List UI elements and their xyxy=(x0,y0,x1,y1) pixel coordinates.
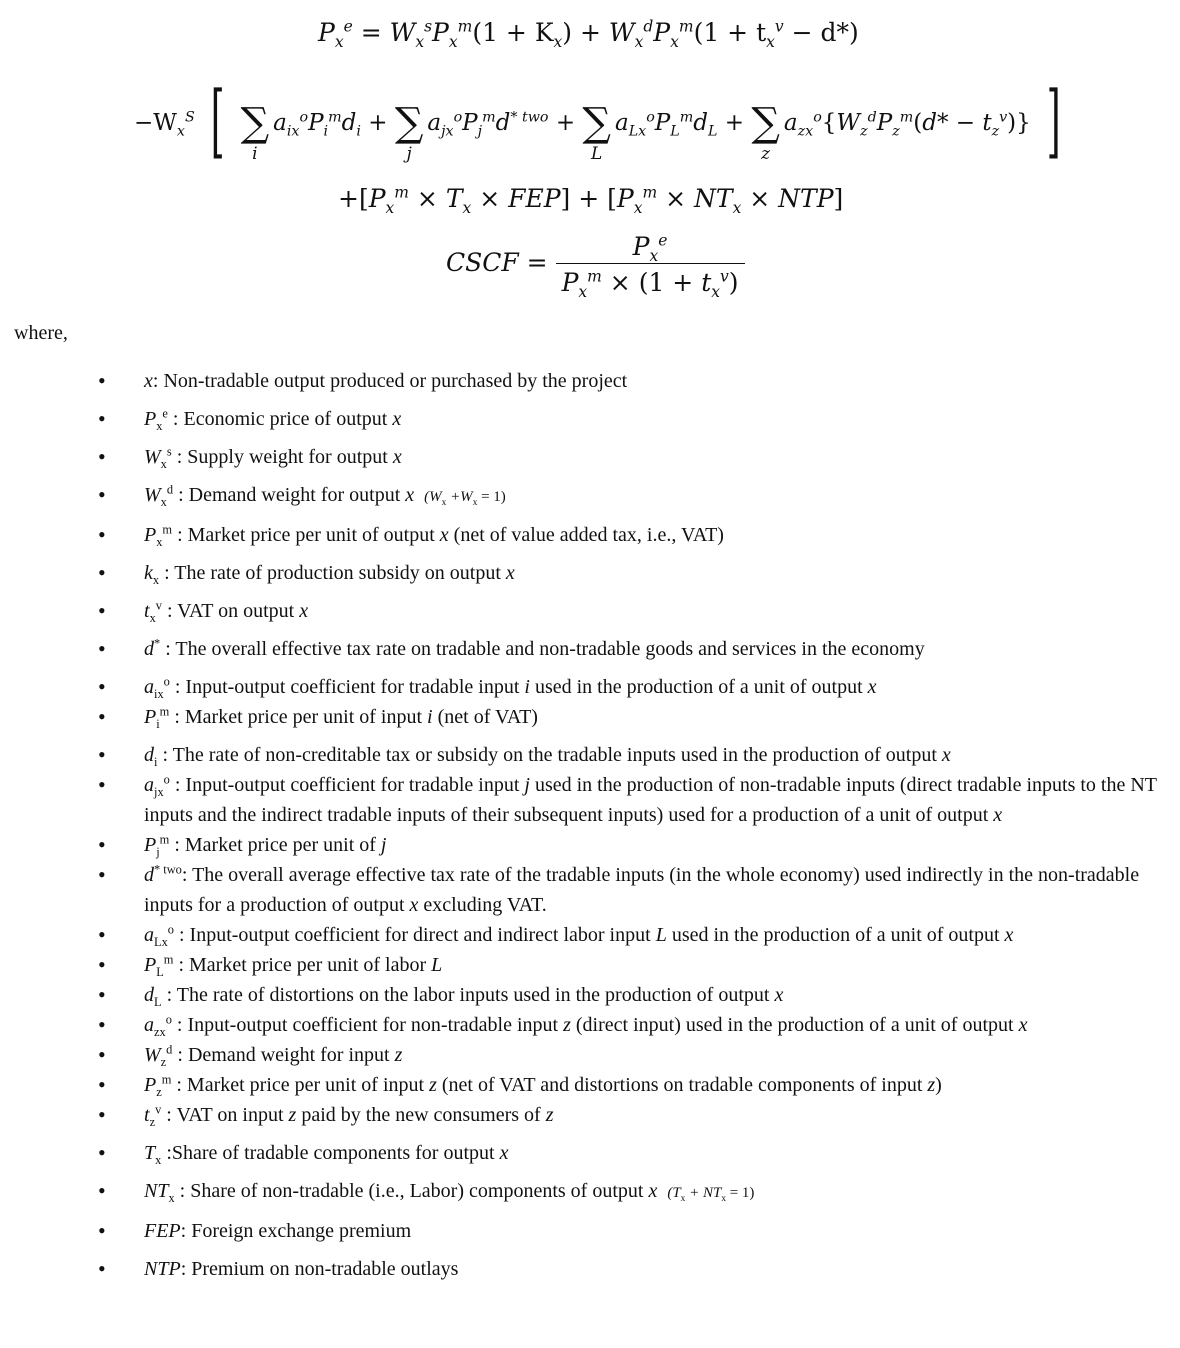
definition-item: • $a_{zx}^o$ : Input-output coefficient for non-tradable input z (direct input) used in the production of a unit of output x xyxy=(0,1010,1180,1040)
definition-symbol: $a_{jx}^o$ xyxy=(144,772,170,799)
definition-item: • $W_z^d$ : Demand weight for input z xyxy=(0,1040,1180,1070)
definition-text: The rate of production subsidy on output xyxy=(169,562,506,584)
definition-text: Input-output coefficient for non-tradable input xyxy=(182,1014,564,1036)
definition-item: • $d_L$ : The rate of distortions on the labor inputs used in the production of output x xyxy=(0,980,1180,1010)
definition-text: Input-output coefficient for direct and indirect labor input xyxy=(184,924,656,946)
definition-text: Market price per unit of labor xyxy=(184,954,432,976)
definition-item: • $d^{* two}$: The overall average effective tax rate of the tradable inputs (in the whole economy) used indirectly in the non-tradable inputs for a production of output x excluding VAT. xyxy=(0,860,1180,920)
definition-text: The rate of distortions on the labor inputs used in the production of output xyxy=(172,984,775,1006)
definition-item: • $P_x^e$ : Economic price of output x xyxy=(0,404,1180,434)
definition-item: • FEP: Foreign exchange premium xyxy=(0,1216,1180,1246)
definition-text: VAT on output xyxy=(172,600,300,622)
definition-note: $(W_x +W_x = 1)$ xyxy=(424,489,506,508)
definition-note: $(T_x + NT_x = 1)$ xyxy=(667,1185,755,1204)
definition-text: Demand weight for output xyxy=(183,484,406,506)
definition-item: • $NT_x$ : Share of non-tradable (i.e., Labor) components of output x $(T_x + NT_x = 1)$ xyxy=(0,1176,1180,1208)
equation-premium-terms: $+[P_x^m \times T_x \times FEP] + [P_x^m \times NT_x \times NTP]$ xyxy=(338,183,844,217)
definition-symbol: $T_x$ xyxy=(144,1142,162,1167)
definition-text: Input-output coefficient for tradable input xyxy=(180,676,525,698)
equation-economic-price: $P_x^e = W_x^sP_x^m(1 + K_x) + W_x^dP_x^m(1 + t_x^v - d*)$ xyxy=(318,17,859,51)
definition-item: • $P_L^m$ : Market price per unit of labor L xyxy=(0,950,1180,980)
definition-text: Non-tradable output produced or purchased by the project xyxy=(158,370,628,392)
definition-symbol: $P_j^m$ xyxy=(144,832,170,859)
definition-symbol: $t_x^v$ xyxy=(144,598,162,625)
definition-list xyxy=(0,366,1180,1284)
definition-text: Market price per unit of output xyxy=(182,524,440,546)
definition-item: • d* : The overall effective tax rate on tradable and non-tradable goods and services in the economy xyxy=(0,634,1180,664)
definition-text: Share of non-tradable (i.e., Labor) components of output xyxy=(185,1180,649,1202)
definition-symbol: $d^{* two}$ xyxy=(144,862,182,886)
definition-item: • $W_x^s$ : Supply weight for output x xyxy=(0,442,1180,472)
definition-symbol: $k_x$ xyxy=(144,562,160,587)
definition-symbol: FEP xyxy=(144,1220,181,1242)
definition-symbol: $P_z^m$ xyxy=(144,1072,172,1099)
definition-symbol: $P_i^m$ xyxy=(144,704,170,731)
definition-symbol: x xyxy=(144,370,153,392)
definition-symbol: $t_z^v$ xyxy=(144,1102,162,1129)
definition-item: • $W_x^d$ : Demand weight for output x $(W_x +W_x = 1)$ xyxy=(0,480,1180,512)
definition-text: The overall average effective tax rate of the tradable inputs (in the whole economy) used indirectly in the non-tradable inputs for a production of output xyxy=(144,864,1140,916)
definition-text: Economic price of output xyxy=(178,408,393,430)
definition-item: • $t_z^v$ : VAT on input z paid by the new consumers of z xyxy=(0,1100,1180,1130)
definition-item: • $P_x^m$ : Market price per unit of output x (net of value added tax, i.e., VAT) xyxy=(0,520,1180,550)
definition-item: • $P_j^m$ : Market price per unit of j xyxy=(0,830,1180,860)
definition-text: Premium on non-tradable outlays xyxy=(186,1258,459,1280)
cscf-label: CSCF = xyxy=(446,248,548,277)
definition-text: The overall effective tax rate on tradable and non-tradable goods and services in the economy xyxy=(170,638,925,660)
definition-text: Supply weight for output xyxy=(182,446,393,468)
definition-text: VAT on input xyxy=(171,1104,289,1126)
definition-symbol: $P_x^e$ xyxy=(144,406,168,433)
definition-item: • $a_{Lx}^o$ : Input-output coefficient for direct and indirect labor input L used in the production of a unit of output x xyxy=(0,920,1180,950)
definition-symbol: $d_i$ xyxy=(144,744,158,769)
definition-text: Market price per unit of input xyxy=(181,1074,430,1096)
definition-symbol: $W_x^d$ xyxy=(144,482,174,509)
definition-item: • $t_x^v$ : VAT on output x xyxy=(0,596,1180,626)
definition-item: • $P_i^m$ : Market price per unit of input i (net of VAT) xyxy=(0,702,1180,732)
definition-symbol: $NT_x$ xyxy=(144,1180,175,1205)
definition-item: • x: Non-tradable output produced or purchased by the project xyxy=(0,366,1180,396)
definition-text: Market price per unit of input xyxy=(179,706,428,728)
definition-text: Input-output coefficient for tradable input xyxy=(180,774,525,796)
definition-symbol: $P_x^m$ xyxy=(144,522,173,549)
definition-item: • $d_i$ : The rate of non-creditable tax or subsidy on the tradable inputs used in the production of output x xyxy=(0,740,1180,770)
definition-text: Foreign exchange premium xyxy=(186,1220,412,1242)
definition-symbol: $P_L^m$ xyxy=(144,952,174,979)
definition-text: Market price per unit of xyxy=(179,834,381,856)
definition-item: • $T_x$ :Share of tradable components for output x xyxy=(0,1138,1180,1168)
definition-item: • $P_z^m$ : Market price per unit of input z (net of VAT and distortions on tradable components of input z) xyxy=(0,1070,1180,1100)
definition-item: • $a_{ix}^o$ : Input-output coefficient for tradable input i used in the production of a unit of output x xyxy=(0,672,1180,702)
definition-symbol: $W_x^s$ xyxy=(144,444,172,471)
definition-item: • $a_{jx}^o$ : Input-output coefficient for tradable input j used in the production of non-tradable inputs (direct tradable inputs to the NT inputs and the indirect tradable inputs of their subsequent inputs) used for a production of a unit of output x xyxy=(0,770,1180,830)
equation-bracket-sum: $-W_x^S$ [ ∑ i $a_{ix}^oP_i^md_i$ + ∑ j $a_{jx}^oP_j^md^{* two}$ + ∑ L $a_{Lx}^oP_L^md_L$ + ∑ z $a_{zx}^o\{W_z^dP_z^m(d* - t_z^v)\}$ ] xyxy=(134,74,1061,167)
definition-symbol: d* xyxy=(144,636,161,660)
definition-text: Demand weight for input xyxy=(182,1044,395,1066)
definition-symbol: $d_L$ xyxy=(144,984,162,1009)
definition-text: The rate of non-creditable tax or subsidy on the tradable inputs used in the production of output xyxy=(168,744,942,766)
where-label: where, xyxy=(14,322,68,344)
definition-symbol: $a_{zx}^o$ xyxy=(144,1012,172,1039)
definition-symbol: $a_{Lx}^o$ xyxy=(144,922,174,949)
definition-text: Share of tradable components for output xyxy=(171,1142,500,1164)
eq-term: $P_x^e$ xyxy=(318,17,353,51)
definition-symbol: $W_z^d$ xyxy=(144,1042,173,1069)
definition-symbol: $a_{ix}^o$ xyxy=(144,674,170,701)
definition-item: • $k_x$ : The rate of production subsidy on output x xyxy=(0,558,1180,588)
cscf-fraction: $\frac{P_x^e}{P_x^m \times (1 + t_x^v)}$ xyxy=(556,232,745,297)
definition-symbol: NTP xyxy=(144,1258,181,1280)
definition-item: • NTP: Premium on non-tradable outlays xyxy=(0,1254,1180,1284)
equation-cscf xyxy=(446,231,745,301)
